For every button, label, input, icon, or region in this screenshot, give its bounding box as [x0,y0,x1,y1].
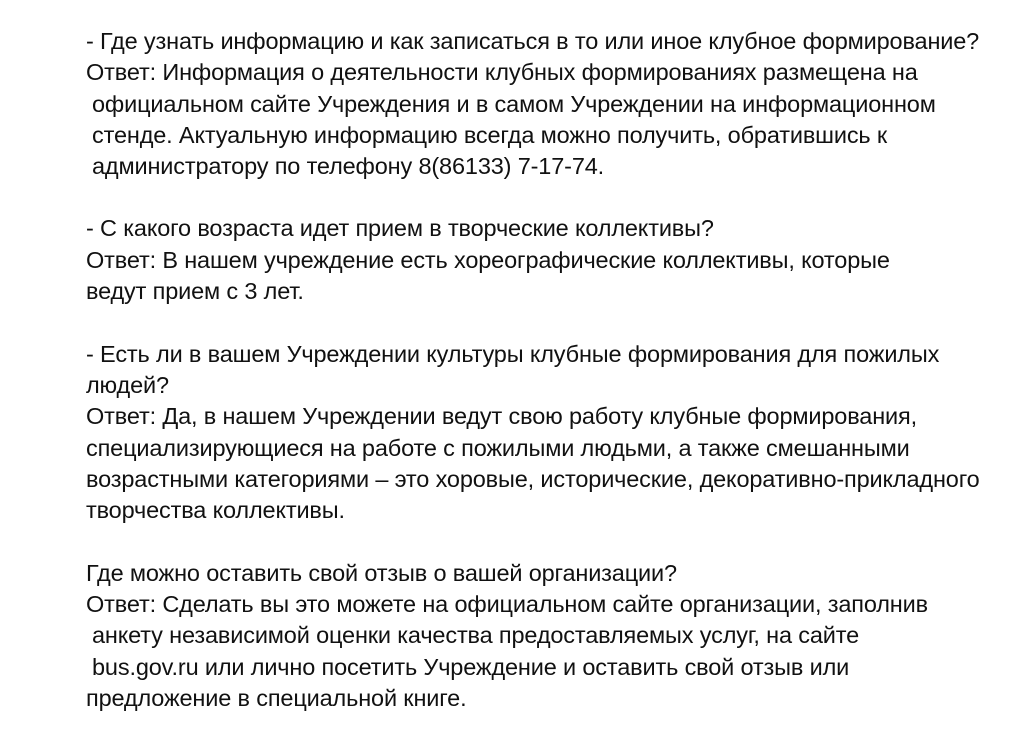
faq-question-3-line-1: - Есть ли в вашем Учреждении культуры клубные формирования для пожилых [86,341,940,367]
faq-answer-4-line-1: Ответ: Сделать вы это можете на официальном сайте организации, заполнив [86,591,928,617]
faq-question-1: - Где узнать информацию и как записаться в то или иное клубное формирование? [86,28,980,54]
faq-answer-1-line-2: официальном сайте Учреждения и в самом Учреждении на информационном [92,91,936,117]
faq-answer-3-line-3: возрастными категориями – это хоровые, исторические, декоративно-прикладного [86,466,980,492]
faq-answer-1-line-4: администратору по телефону 8(86133) 7-17-74. [92,153,605,179]
faq-answer-2-line-1: Ответ: В нашем учреждение есть хореографические коллективы, которые [86,247,890,273]
faq-answer-3-line-1: Ответ: Да, в нашем Учреждении ведут свою работу клубные формирования, [86,403,917,429]
faq-answer-4-line-2: анкету независимой оценки качества предоставляемых услуг, на сайте [92,622,860,648]
faq-answer-4-line-4: предложение в специальной книге. [86,685,467,711]
faq-answer-2-line-2: ведут прием с 3 лет. [86,278,304,304]
faq-answer-3-line-2: специализирующиеся на работе с пожилыми людьми, а также смешанными [86,435,910,461]
faq-answer-1-line-1: Ответ: Информация о деятельности клубных формированиях размещена на [86,59,918,85]
faq-question-2: - С какого возраста идет прием в творческие коллективы? [86,215,714,241]
faq-question-4: Где можно оставить свой отзыв о вашей организации? [86,560,677,586]
faq-answer-3-line-4: творчества коллективы. [86,497,345,523]
faq-question-3-line-2: людей? [86,372,169,398]
faq-answer-4-line-3: bus.gov.ru или лично посетить Учреждение и оставить свой отзыв или [92,654,850,680]
faq-answer-1-line-3: стенде. Актуальную информацию всегда можно получить, обратившись к [92,122,888,148]
